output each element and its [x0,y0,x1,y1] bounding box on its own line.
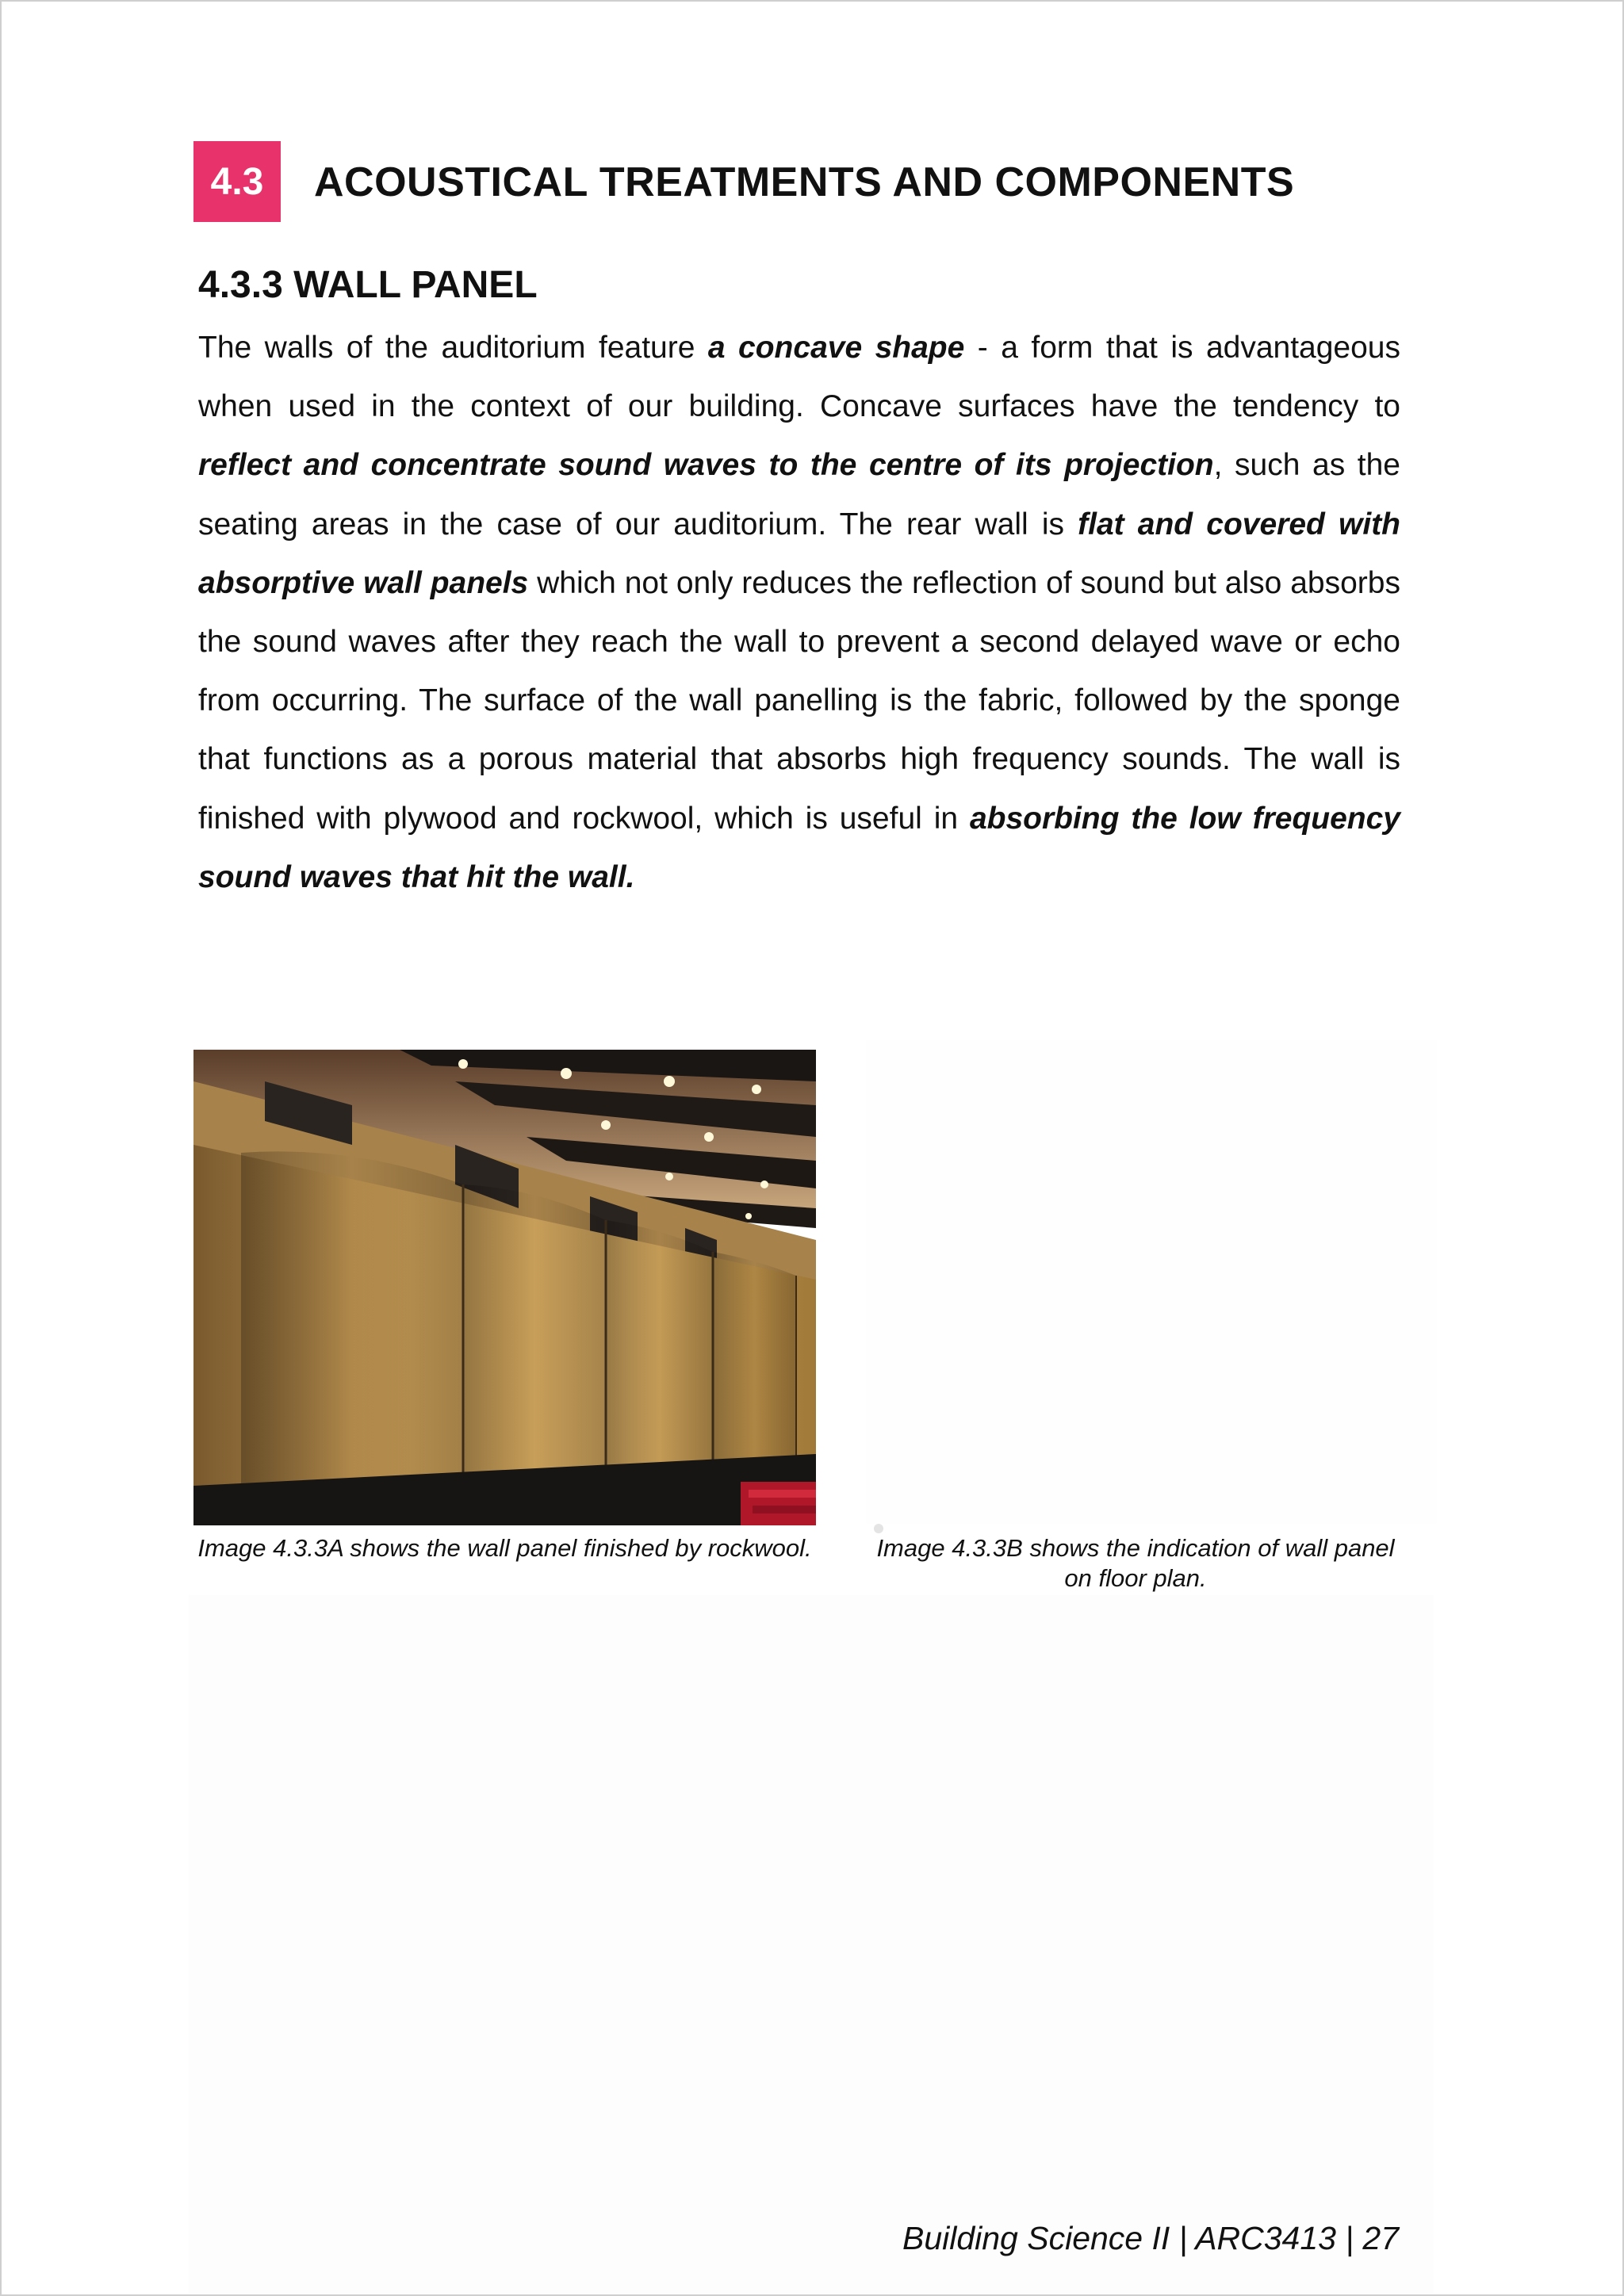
section-title: ACOUSTICAL TREATMENTS AND COMPONENTS [314,159,1295,205]
paragraph-text-2: - a form that is advantageous when used in the context of our building. Concave surfaces have the tendency to [198,331,1400,424]
emphasis-low-frequency: absorbing the low frequency sound waves that hit the wall. [198,801,1400,894]
floor-plan-image-area [866,1040,1437,1524]
emphasis-absorptive-panels: flat and covered with absorptive wall panels [198,507,1401,600]
body-paragraph [198,319,1400,907]
wall-panel-photo [193,1050,816,1525]
paragraph-text-1: The walls of the auditorium feature [198,331,708,365]
section-number-badge: 4.3 [193,141,281,222]
page-footer: Building Science II | ARC3413 | 27 [902,2220,1399,2256]
emphasis-reflect-concentrate: reflect and concentrate sound waves to the centre of its projection [198,448,1214,483]
caption-image-a: Image 4.3.3A shows the wall panel finished by rockwool. [197,1534,812,1562]
paragraph-text-4: which not only reduces the reflection of sound but also absorbs the sound waves after they reach the wall to prevent a second delayed wave or echo from occurring. The surface of the wall panelling is the fabric, followed by the sponge that functions as a porous material that absorbs high frequency sounds. The wall is finished with plywood and rockwool, which is useful in [198,565,1400,836]
subsection-title: 4.3.3 WALL PANEL [198,264,538,306]
caption-image-b: Image 4.3.3B shows the indication of wall panel on floor plan. [876,1534,1395,1592]
blank-content-area [189,1595,1434,2293]
image-placeholder-dot [874,1524,883,1533]
paragraph-text-3: , such as the seating areas in the case of our auditorium. The rear wall is [198,448,1400,541]
emphasis-concave-shape: a concave shape [707,331,965,365]
